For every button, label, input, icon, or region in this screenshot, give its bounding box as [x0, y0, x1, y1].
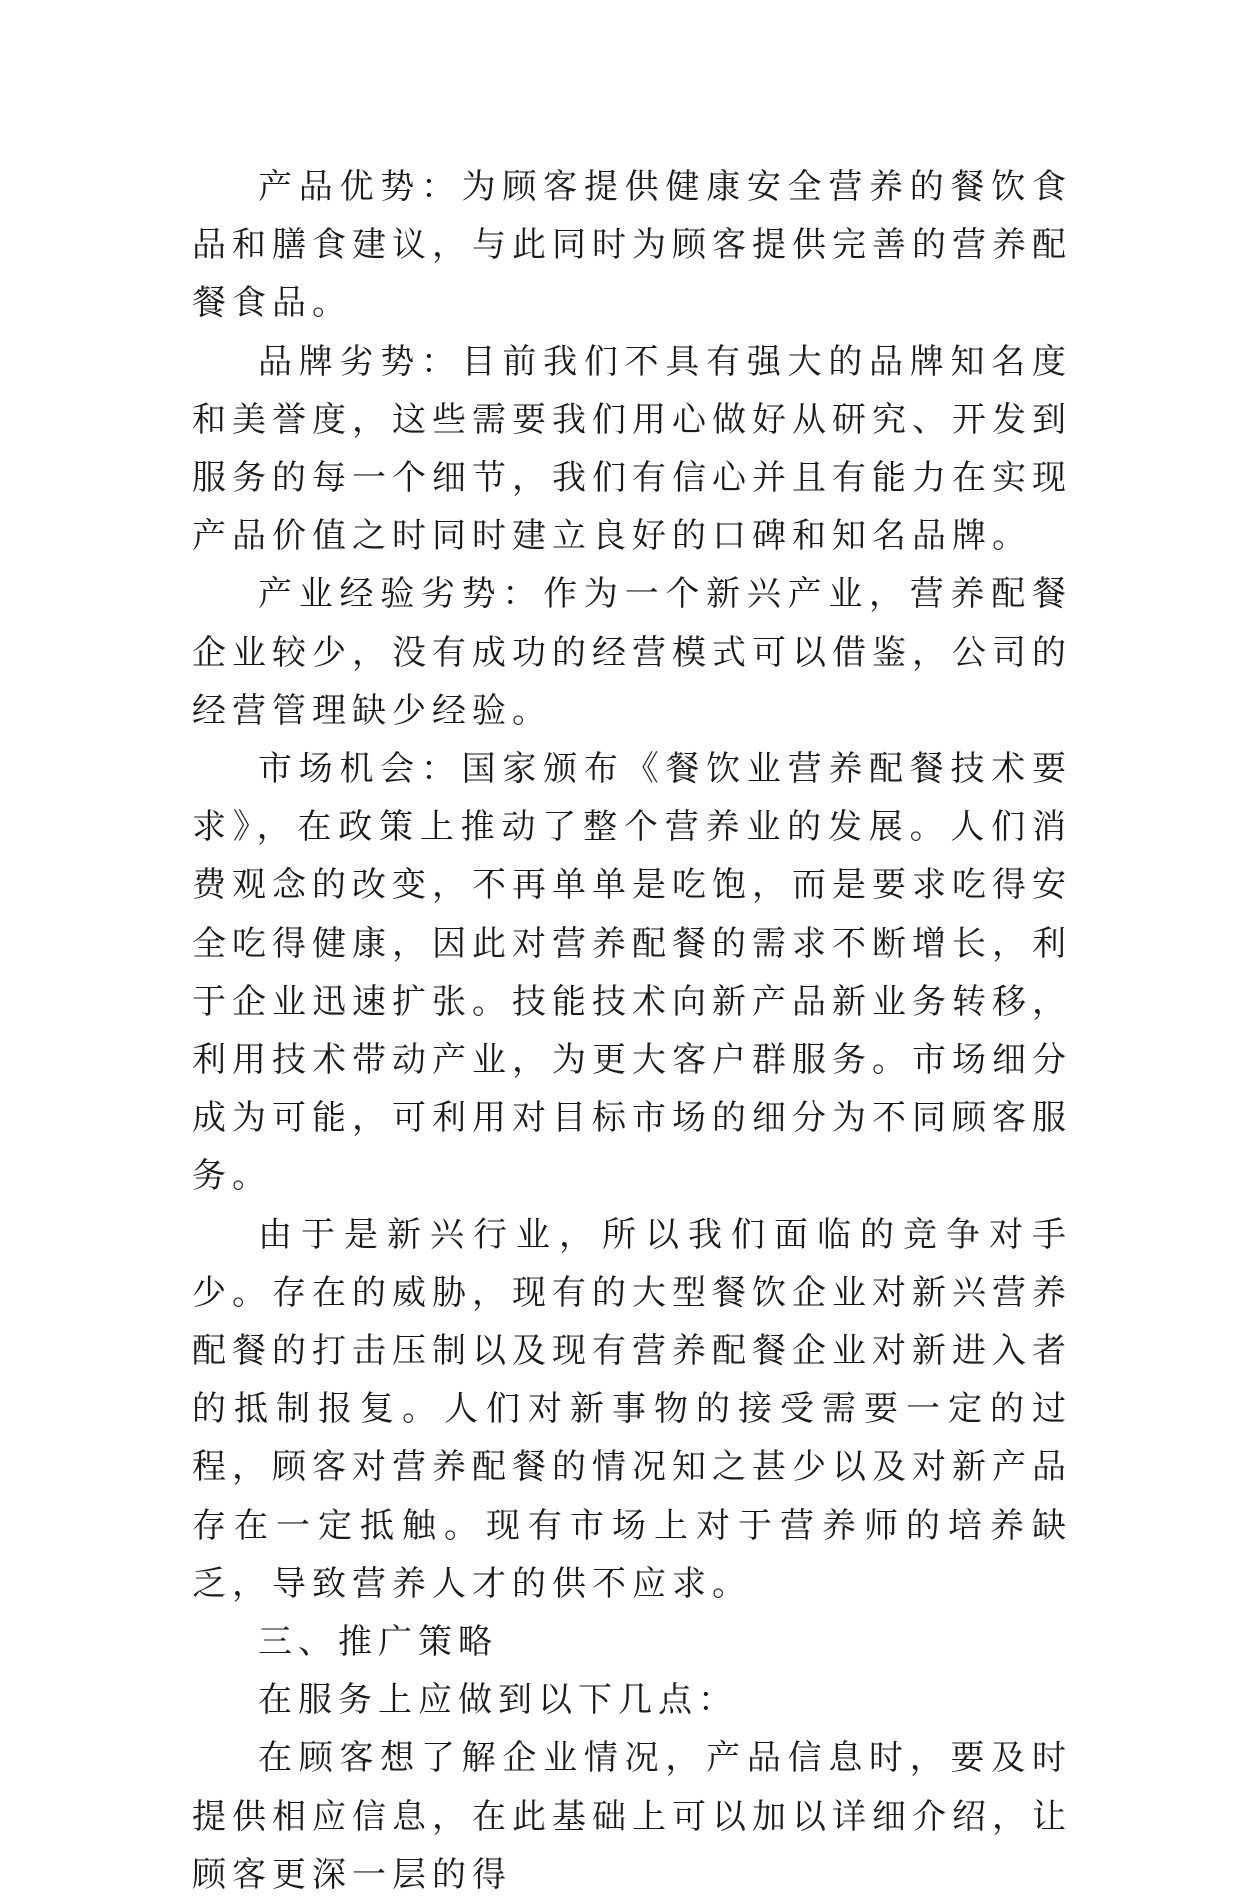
paragraph-industry-experience-weakness: 产业经验劣势：作为一个新兴产业，营养配餐企业较少，没有成功的经营模式可以借鉴，公司的经营管理缺少经验。 [192, 574, 1072, 731]
paragraph-threats: 由于是新兴行业，所以我们面临的竞争对手少。存在的威胁，现有的大型餐饮企业对新兴营养配餐的打击压制以及现有营养配餐企业对新进入者的抵制报复。人们对新事物的接受需要一定的过程，顾客对营养配餐的情况知之甚少以及对新产品存在一定抵触。现有市场上对于营养师的培养缺乏，导致营养人才的供不应求。 [192, 1214, 1072, 1604]
section-heading-promotion-strategy: 三、推广策略 [258, 1622, 498, 1663]
paragraph-market-opportunity: 市场机会：国家颁布《餐饮业营养配餐技术要求》，在政策上推动了整个营养业的发展。人们消费观念的改变，不再单单是吃饱，而是要求吃得安全吃得健康，因此对营养配餐的需求不断增长，利于企业迅速扩张。技能技术向新产品新业务转移，利用技术带动产业，为更大客户群服务。市场细分成为可能，可利用对目标市场的细分为不同顾客服务。 [192, 749, 1072, 1197]
document-body [192, 158, 1072, 1904]
paragraph-customer-information: 在顾客想了解企业情况，产品信息时，要及时提供相应信息，在此基础上可以加以详细介绍，让顾客更深一层的得 [192, 1738, 1072, 1895]
paragraph-product-advantage: 产品优势：为顾客提供健康安全营养的餐饮食品和膳食建议，与此同时为顾客提供完善的营养配餐食品。 [192, 167, 1072, 324]
paragraph-brand-weakness: 品牌劣势：目前我们不具有强大的品牌知名度和美誉度，这些需要我们用心做好从研究、开发到服务的每一个细节，我们有信心并且有能力在实现产品价值之时同时建立良好的口碑和知名品牌。 [192, 341, 1072, 557]
paragraph-service-points-intro: 在服务上应做到以下几点： [258, 1680, 738, 1721]
